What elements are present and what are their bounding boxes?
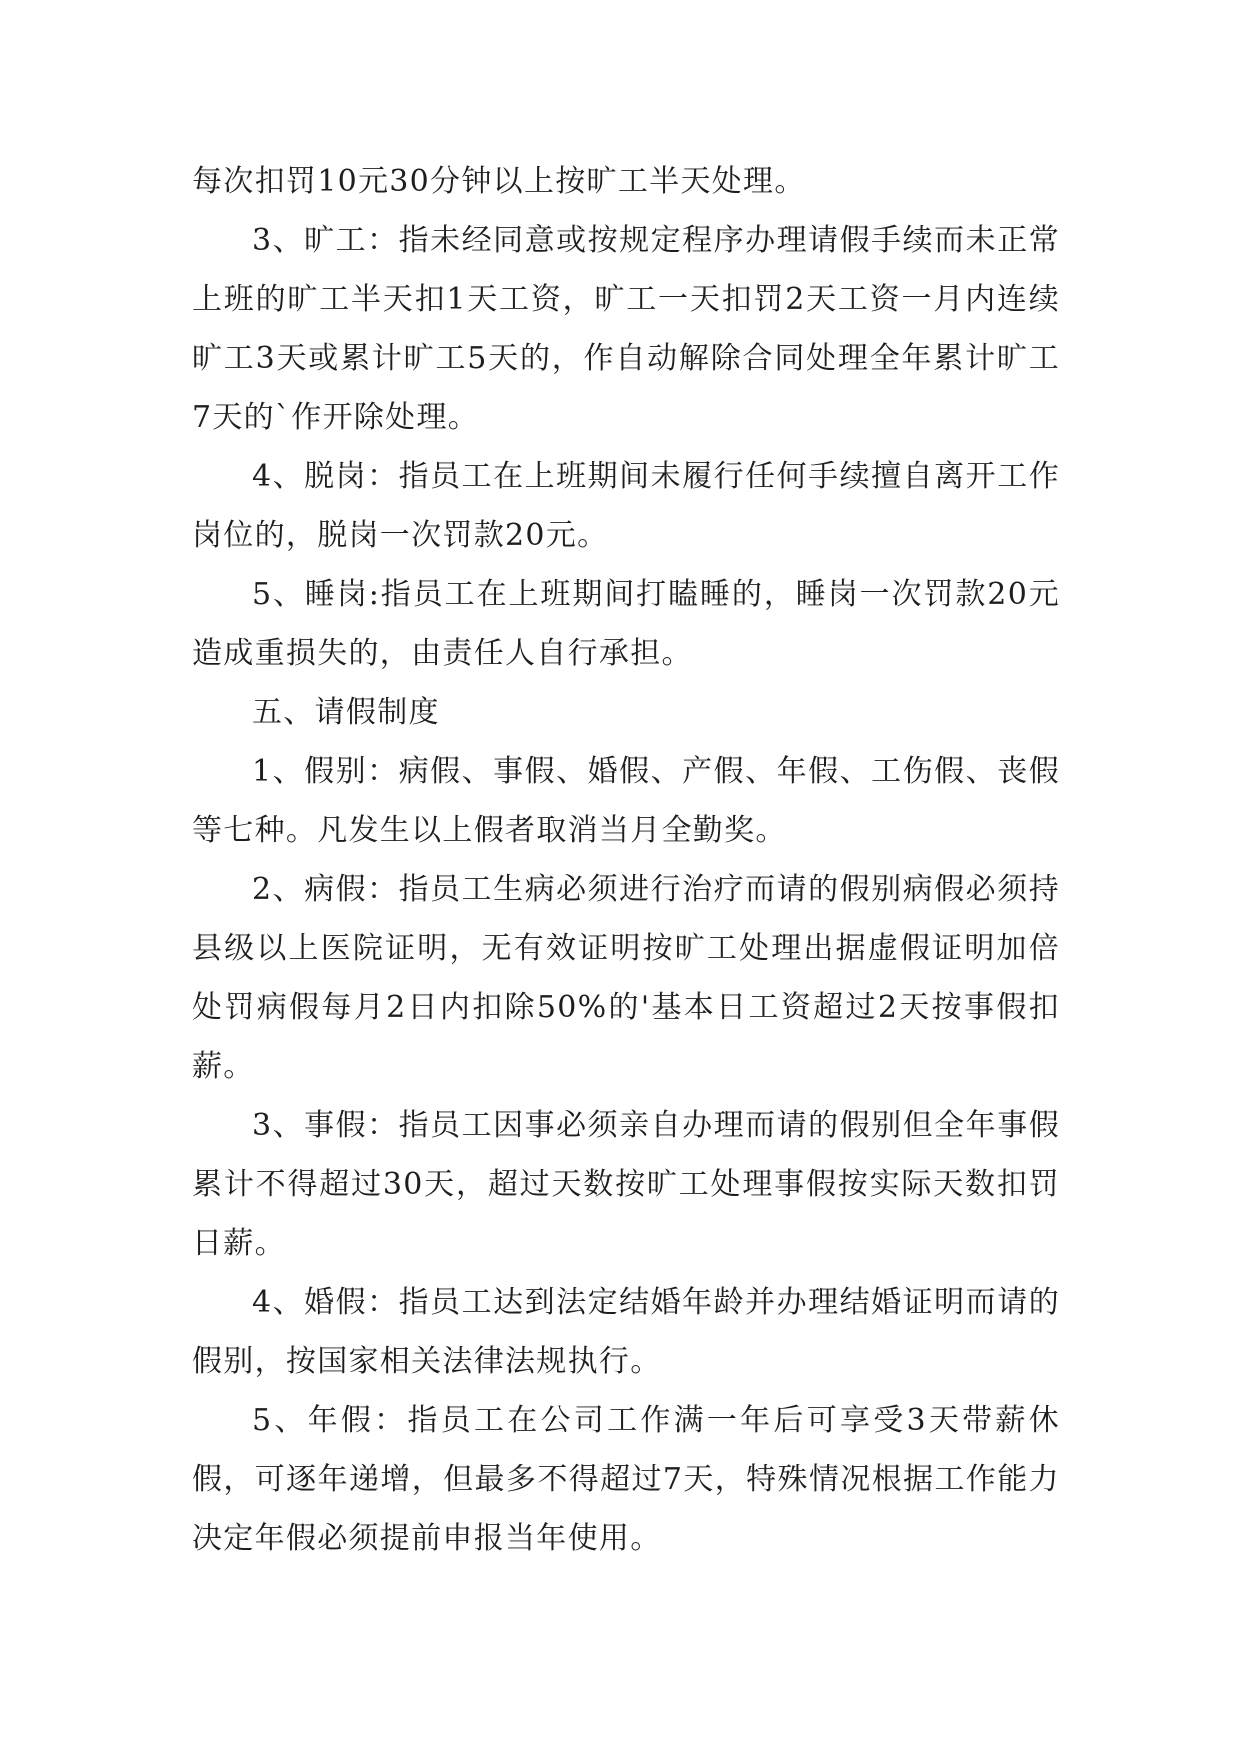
paragraph-continuation: 每次扣罚10元30分钟以上按旷工半天处理。 (192, 164, 806, 199)
document-body (192, 152, 1060, 1568)
paragraph-annual-leave: 5、年假：指员工在公司工作满一年后可享受3天带薪休假，可逐年递增，但最多不得超过7天，特殊情况根据工作能力决定年假必须提前申报当年使用。 (192, 1403, 1060, 1556)
paragraph-sleeping-on-duty: 5、睡岗:指员工在上班期间打瞌睡的，睡岗一次罚款20元造成重损失的，由责任人自行承担。 (192, 577, 1060, 671)
paragraph-leaving-post: 4、脱岗：指员工在上班期间未履行任何手续擅自离开工作岗位的，脱岗一次罚款20元。 (192, 459, 1060, 553)
paragraph-personal-leave: 3、事假：指员工因事必须亲自办理而请的假别但全年事假累计不得超过30天，超过天数按旷工处理事假按实际天数扣罚日薪。 (192, 1108, 1060, 1261)
paragraph-sick-leave: 2、病假：指员工生病必须进行治疗而请的假别病假必须持县级以上医院证明，无有效证明按旷工处理出据虚假证明加倍处罚病假每月2日内扣除50%的'基本日工资超过2天按事假扣薪。 (192, 872, 1060, 1084)
paragraph-leave-types: 1、假别：病假、事假、婚假、产假、年假、工伤假、丧假等七种。凡发生以上假者取消当月全勤奖。 (192, 754, 1060, 848)
section-heading-leave-policy: 五、请假制度 (252, 695, 440, 730)
paragraph-absenteeism: 3、旷工：指未经同意或按规定程序办理请假手续而未正常上班的旷工半天扣1天工资，旷工一天扣罚2天工资一月内连续旷工3天或累计旷工5天的，作自动解除合同处理全年累计旷工7天的`作开除处理。 (192, 223, 1060, 435)
paragraph-marriage-leave: 4、婚假：指员工达到法定结婚年龄并办理结婚证明而请的假别，按国家相关法律法规执行。 (192, 1285, 1060, 1379)
